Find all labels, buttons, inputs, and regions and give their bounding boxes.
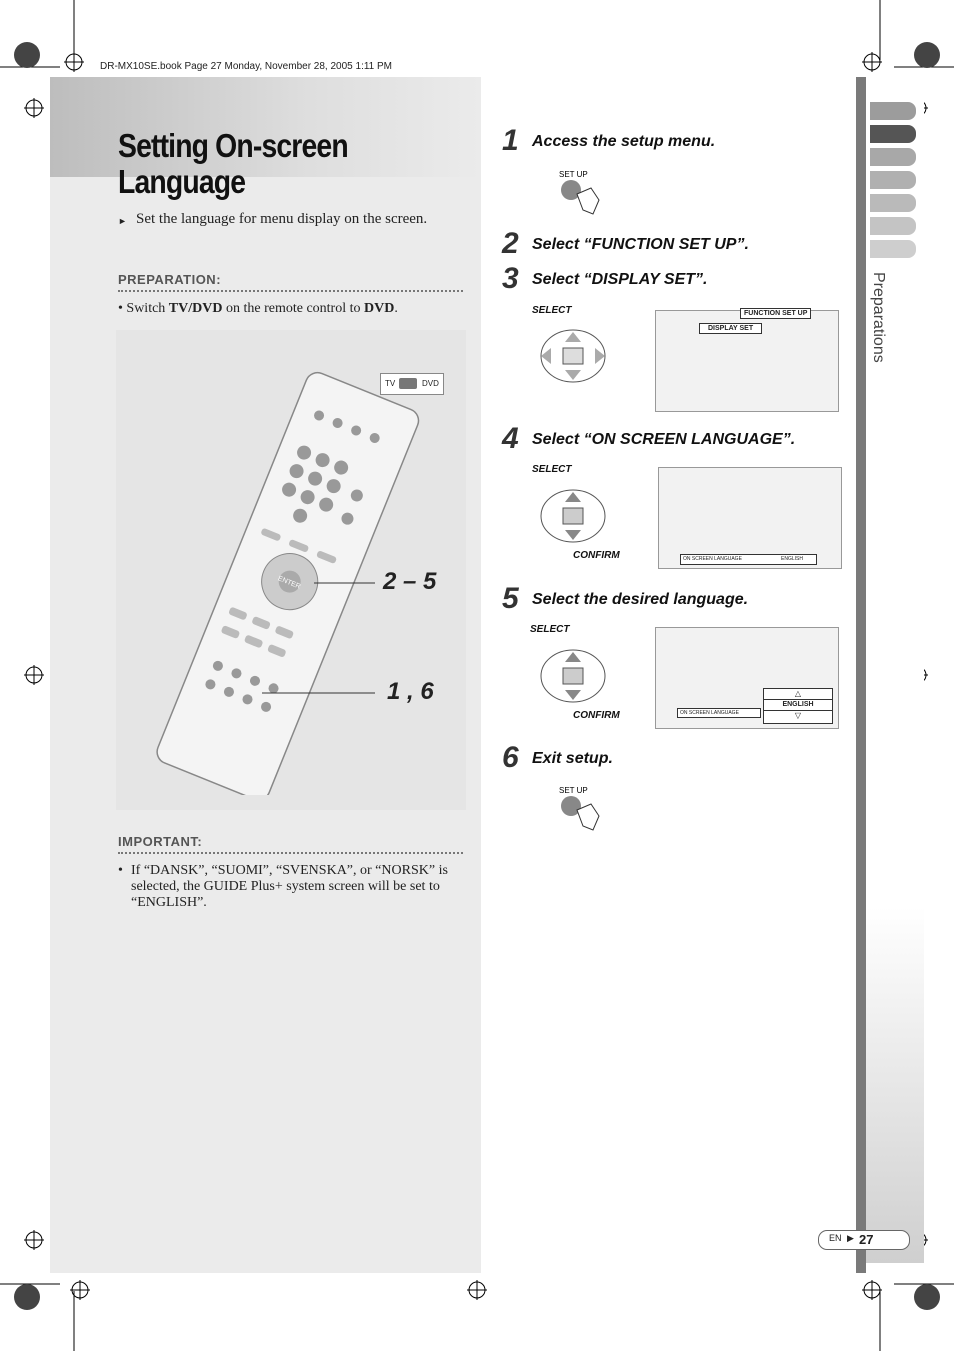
select-label: SELECT: [532, 305, 572, 316]
divider: [118, 852, 463, 854]
english-option: ENGLISH: [764, 699, 832, 711]
preparation-bullet: [118, 301, 398, 317]
sidebar-label: Preparations: [870, 272, 887, 363]
dpad-illustration: [535, 318, 615, 388]
switch-dvd-label: DVD: [422, 379, 439, 388]
chapter-tab: [870, 240, 916, 258]
step-2-number: 2: [502, 227, 519, 260]
callout-2-5: 2 – 5: [383, 568, 437, 595]
chapter-tab: [870, 102, 916, 120]
osl-label: ON SCREEN LANGUAGE: [677, 708, 761, 718]
step-3-number: 3: [502, 262, 519, 295]
intro-text: Set the language for menu display on the screen.: [136, 211, 428, 227]
confirm-label: CONFIRM: [573, 710, 620, 721]
switch-tv-label: TV: [385, 379, 396, 388]
language-dropdown: [763, 688, 833, 724]
step-5-number: 5: [502, 582, 519, 615]
step-6-number: 6: [502, 741, 519, 774]
page-title: [118, 128, 348, 200]
intro: [118, 210, 448, 229]
footer-lang: EN: [829, 1233, 842, 1243]
chapter-tab: [870, 217, 916, 235]
callout-1-6: 1 , 6: [387, 678, 434, 705]
triangle-icon: ▶: [847, 1233, 854, 1243]
important-heading: IMPORTANT:: [118, 834, 203, 849]
bullet-icon: •: [118, 863, 123, 878]
switch-slider: [399, 378, 417, 389]
setup-label: SET UP: [559, 786, 588, 795]
step-4-number: 4: [502, 422, 519, 455]
function-set-up-label: FUNCTION SET UP: [740, 308, 811, 319]
page-number: 27: [859, 1232, 874, 1247]
up-arrow-icon: △: [794, 689, 802, 698]
setup-label: SET UP: [559, 170, 588, 179]
select-label: SELECT: [530, 624, 570, 635]
setup-button-icon: [555, 168, 615, 218]
step-2-text: Select “FUNCTION SET UP”.: [532, 236, 749, 253]
dpad-illustration: [535, 478, 615, 548]
chapter-tab: [870, 194, 916, 212]
page-number-badge: [818, 1230, 910, 1250]
step-5-text: Select the desired language.: [532, 591, 749, 608]
setup-button-icon: [555, 784, 615, 834]
title-line1: Setting On-screen: [118, 127, 348, 164]
prep-bold-1: TV/DVD: [168, 301, 223, 316]
step-4-text: Select “ON SCREEN LANGUAGE”.: [532, 431, 796, 448]
arrow-bullet-icon: ►: [118, 216, 127, 226]
step-1-text: Access the setup menu.: [532, 133, 716, 150]
divider: [118, 290, 463, 292]
prep-text-2: on the remote control to: [222, 301, 364, 316]
sidebar-ribbon: [856, 77, 866, 1273]
on-screen-language-row: [680, 554, 817, 565]
bullet-icon: •: [118, 301, 127, 316]
important-bullet: [118, 863, 463, 911]
prep-text-1: Switch: [126, 301, 169, 316]
file-info: DR-MX10SE.book Page 27 Monday, November 28, 2005 1:11 PM: [100, 61, 393, 72]
chapter-tab: [870, 171, 916, 189]
title-line2: Language: [118, 163, 246, 200]
display-set-label: DISPLAY SET: [699, 323, 762, 334]
confirm-label: CONFIRM: [573, 550, 620, 561]
osl-label: ON SCREEN LANGUAGE: [683, 556, 742, 562]
chapter-tab-active: [870, 125, 916, 143]
select-label: SELECT: [532, 464, 572, 475]
tv-dvd-switch: [380, 373, 444, 395]
prep-bold-2: DVD: [364, 301, 395, 316]
step-6-text: Exit setup.: [532, 750, 613, 767]
english-value: ENGLISH: [781, 556, 803, 562]
important-text: If “DANSK”, “SUOMI”, “SVENSKA”, or “NORSK” is selected, the GUIDE Plus+ system screen will be set to “ENGLISH”.: [131, 863, 448, 910]
remote-enter-label: ENTER: [276, 575, 302, 591]
dpad-illustration: [535, 638, 615, 708]
prep-text-3: .: [394, 301, 398, 316]
down-arrow-icon: ▽: [794, 711, 802, 720]
step-1-number: 1: [502, 124, 519, 157]
step-3-text: Select “DISPLAY SET”.: [532, 271, 708, 288]
chapter-tab: [870, 148, 916, 166]
preparation-heading: PREPARATION:: [118, 272, 222, 287]
